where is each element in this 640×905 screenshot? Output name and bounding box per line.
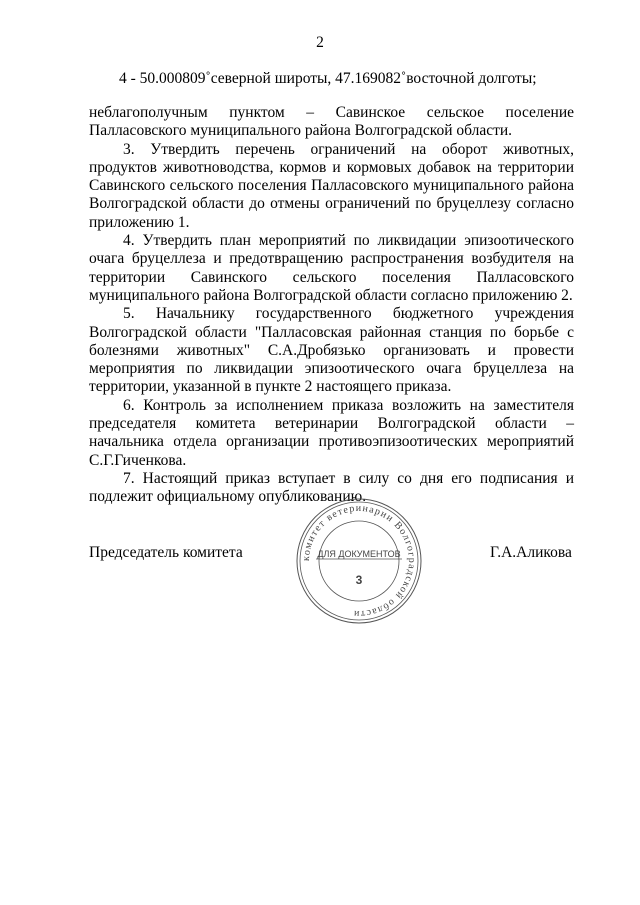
- seal-number: 3: [355, 573, 363, 587]
- paragraph-item-3: 3. Утвердить перечень ограничений на оборот животных, продуктов животноводства, кормов и кормовых добавок на территории Савинского сельского поселения Палласовского муниципального района Волгоградской области до отмены ограничений по бруцеллезу согласно приложению 1.: [89, 140, 574, 231]
- official-seal: [294, 496, 424, 626]
- paragraph-item-7: 7. Настоящий приказ вступает в силу со дня его подписания и подлежит официальному опубликованию.: [89, 469, 574, 506]
- seal-center-text: ДЛЯ ДОКУМЕНТОВ: [317, 549, 401, 559]
- coordinates-line: 4 - 50.000809˚северной широты, 47.169082˚восточной долготы;: [119, 70, 537, 87]
- paragraph-item-6: 6. Контроль за исполнением приказа возложить на заместителя председателя комитета ветеринарии Волгоградской области – начальника отдела организации противоэпизоотических мероприятий С.Г.Гиченкова.: [89, 396, 574, 469]
- paragraph-item-4: 4. Утвердить план мероприятий по ликвидации эпизоотического очага бруцеллеза и предотвращению распространения возбудителя на территории Савинского сельского поселения Палласовского муниципального района Волгоградской области согласно приложению 2.: [89, 232, 574, 304]
- page-number: 2: [316, 34, 324, 51]
- paragraph-locality: неблагополучным пунктом – Савинское сельское поселение Палласовского муниципального района Волгоградской области.: [89, 104, 574, 140]
- signature-name: Г.А.Аликова: [490, 544, 572, 561]
- document-body: [89, 104, 574, 507]
- paragraph-item-5: 5. Начальнику государственного бюджетного учреждения Волгоградской области "Палласовская районная станция по борьбе с болезнями животных" С.А.Дробязько организовать и провести мероприятия по ликвидации эпизоотического очага бруцеллеза на территории, указанной в пункте 2 настоящего приказа.: [89, 305, 574, 396]
- svg-text:комитет ветеринарии Волгоградс: [301, 503, 417, 619]
- seal-ring-text: комитет ветеринарии Волгоградской области: [300, 502, 418, 620]
- signature-title: Председатель комитета: [89, 544, 243, 561]
